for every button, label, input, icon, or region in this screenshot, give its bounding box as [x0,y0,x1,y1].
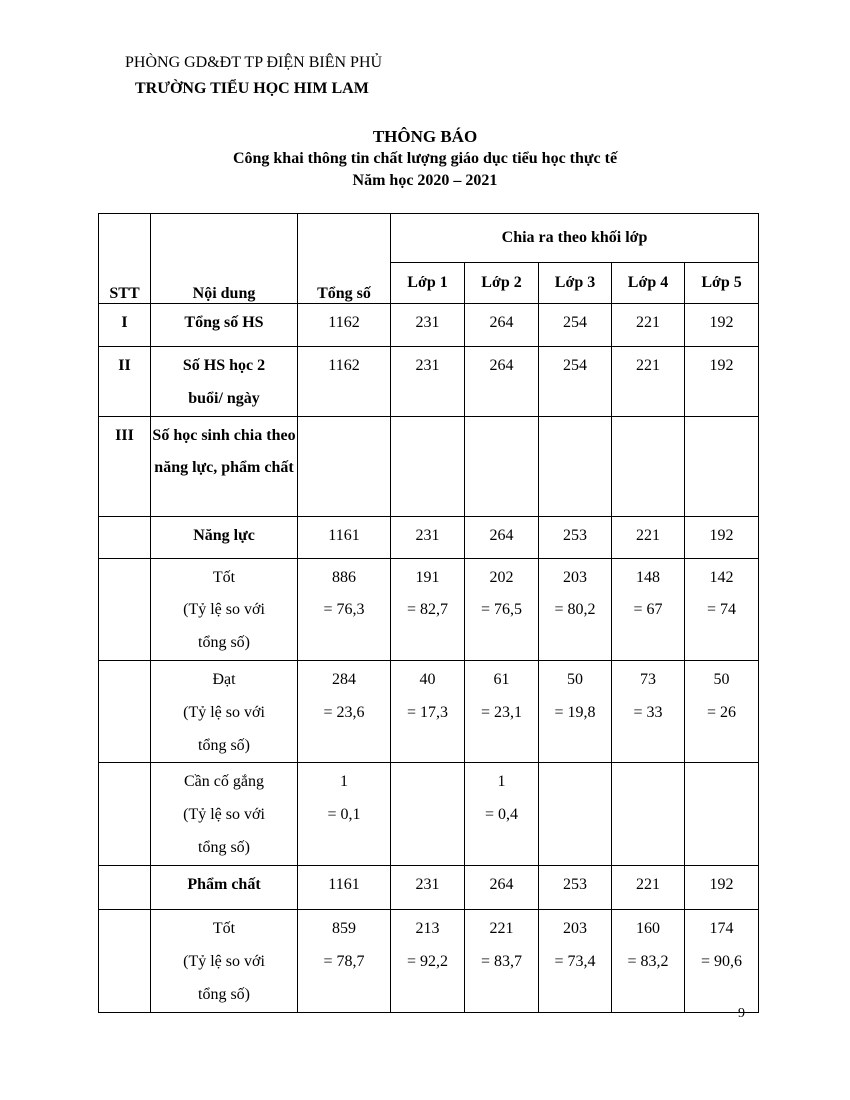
cell-count: 202 [489,568,514,586]
cell-value: 221 [612,866,685,910]
cell-percent: = 23,1 [480,703,523,721]
row-stt [99,516,151,558]
cell-value [298,416,391,516]
header-row-1 [99,214,759,263]
col-header-lop-3: Lớp 3 [539,263,612,304]
cell-value [612,660,685,762]
row-stt [99,558,151,660]
cell-value [539,660,612,762]
col-header-lop-1: Lớp 1 [391,263,465,304]
cell-count: 61 [493,670,510,688]
doc-school-year: Năm học 2020 – 2021 [352,172,498,189]
row-label-text: Đạt [212,670,236,688]
cell-count: 148 [636,568,660,586]
cell-percent: = 92,2 [406,953,449,971]
cell-value [298,558,391,660]
row-label [151,558,298,660]
cell-percent: = 76,5 [480,601,523,619]
table-row [99,558,759,660]
cell-percent: = 78,7 [323,953,365,971]
row-stt: I [99,304,151,347]
row-sublabel: (Tỷ lệ so với tổng số) [183,703,265,754]
cell-value: 1161 [298,866,391,910]
cell-value [465,763,539,866]
cell-value [539,558,612,660]
quality-report-table [98,213,759,1013]
row-label: Tổng số HS [151,304,298,347]
cell-value: 254 [539,347,612,417]
cell-value: 264 [465,304,539,347]
table-row [99,910,759,1013]
cell-count: 859 [332,920,356,938]
cell-value [612,763,685,866]
cell-value [612,558,685,660]
row-stt [99,763,151,866]
cell-count: 886 [332,568,356,586]
cell-value: 231 [391,304,465,347]
cell-percent: = 23,6 [323,703,365,721]
cell-value: 192 [685,347,759,417]
cell-value [539,416,612,516]
cell-value: 264 [465,347,539,417]
cell-count: 1 [497,773,506,791]
letterhead [125,50,382,102]
cell-count: 203 [563,920,587,938]
cell-percent: = 19,8 [554,703,596,721]
cell-count: 284 [332,670,356,688]
cell-count: 142 [709,568,734,586]
cell-value: 253 [539,516,612,558]
row-label: Số học sinh chia theo năng lực, phẩm chất [151,416,298,516]
cell-value: 192 [685,304,759,347]
cell-value: 231 [391,866,465,910]
col-header-chia-ra: Chia ra theo khối lớp [391,214,759,263]
page-number: 9 [738,1006,745,1021]
table-row [99,516,759,558]
table-row [99,763,759,866]
row-stt [99,866,151,910]
cell-percent: = 33 [633,703,663,721]
cell-percent: = 80,2 [554,601,596,619]
cell-value: 231 [391,347,465,417]
cell-value: 221 [612,516,685,558]
cell-value: 192 [685,866,759,910]
school-name: TRƯỜNG TIỂU HỌC HIM LAM [135,80,369,97]
cell-value [465,558,539,660]
cell-value [685,416,759,516]
row-label [151,910,298,1013]
cell-value: 221 [612,347,685,417]
col-header-lop-4: Lớp 4 [612,263,685,304]
row-stt: II [99,347,151,417]
doc-subtitle: Công khai thông tin chất lượng giáo dục tiểu học thực tế [232,150,618,167]
cell-value: 1162 [298,304,391,347]
cell-value: 1161 [298,516,391,558]
cell-value: 264 [465,516,539,558]
row-sublabel: (Tỷ lệ so với tổng số) [183,953,265,1003]
row-label [151,347,298,417]
cell-value [391,558,465,660]
col-header-noi-dung: Nội dung [151,214,298,304]
cell-value [539,763,612,866]
row-label: Phẩm chất [151,866,298,910]
cell-value [465,910,539,1013]
cell-percent: = 26 [707,703,737,721]
cell-value [298,660,391,762]
row-stt [99,660,151,762]
cell-value [465,416,539,516]
cell-count: 1 [340,773,348,791]
cell-value [391,416,465,516]
cell-percent: = 76,3 [323,601,365,619]
row-stt [99,910,151,1013]
cell-value [612,416,685,516]
row-label-text: Tốt [212,568,236,586]
cell-value: 221 [612,304,685,347]
cell-percent: = 90,6 [701,953,743,971]
cell-percent: = 73,4 [554,953,596,971]
cell-value [685,660,759,762]
cell-count: 174 [709,920,734,938]
col-header-lop-5: Lớp 5 [685,263,759,304]
row-label [151,763,298,866]
title-block [0,126,850,192]
cell-count: 160 [636,920,660,938]
cell-percent: = 82,7 [406,601,449,619]
cell-value [539,910,612,1013]
col-header-lop-2: Lớp 2 [465,263,539,304]
cell-percent: = 0,1 [327,806,361,824]
cell-count: 40 [419,670,436,688]
table-row [99,347,759,417]
cell-percent: = 0,4 [484,806,519,824]
cell-percent: = 83,7 [480,953,523,971]
cell-value [685,910,759,1013]
cell-percent: = 17,3 [406,703,449,721]
cell-value: 192 [685,516,759,558]
cell-percent: = 74 [707,601,737,619]
cell-value [391,660,465,762]
cell-value [685,763,759,866]
cell-count: 203 [563,568,587,586]
doc-title: THÔNG BÁO [372,127,478,146]
table-row [99,866,759,910]
department-name: PHÒNG GD&ĐT TP ĐIỆN BIÊN PHỦ [125,54,383,71]
col-header-tong-so: Tổng số [298,214,391,304]
col-header-stt: STT [99,214,151,304]
cell-count: 50 [713,670,730,688]
cell-count: 73 [640,670,656,688]
cell-value: 1162 [298,347,391,417]
cell-value [298,763,391,866]
row-label-text: Số HS học 2 buổi/ ngày [182,357,266,407]
cell-count: 191 [415,568,440,586]
cell-count: 221 [489,920,514,938]
row-label-text: Cần cố gắng [184,773,264,791]
cell-count: 50 [567,670,583,688]
row-label [151,660,298,762]
row-label: Năng lực [151,516,298,558]
cell-count: 213 [415,920,440,938]
row-label-text: Tốt [212,920,236,938]
table-row [99,660,759,762]
cell-value [685,558,759,660]
row-stt: III [99,416,151,516]
row-sublabel: (Tỷ lệ so với tổng số) [183,806,265,856]
cell-value [391,910,465,1013]
cell-value [612,910,685,1013]
cell-value [465,660,539,762]
table-row [99,304,759,347]
cell-percent: = 67 [633,601,663,619]
cell-value: 264 [465,866,539,910]
cell-value: 231 [391,516,465,558]
cell-value: 253 [539,866,612,910]
cell-value [298,910,391,1013]
table-row [99,416,759,516]
cell-value [391,763,465,866]
row-sublabel: (Tỷ lệ so với tổng số) [183,601,265,652]
cell-value: 254 [539,304,612,347]
cell-percent: = 83,2 [627,953,669,971]
